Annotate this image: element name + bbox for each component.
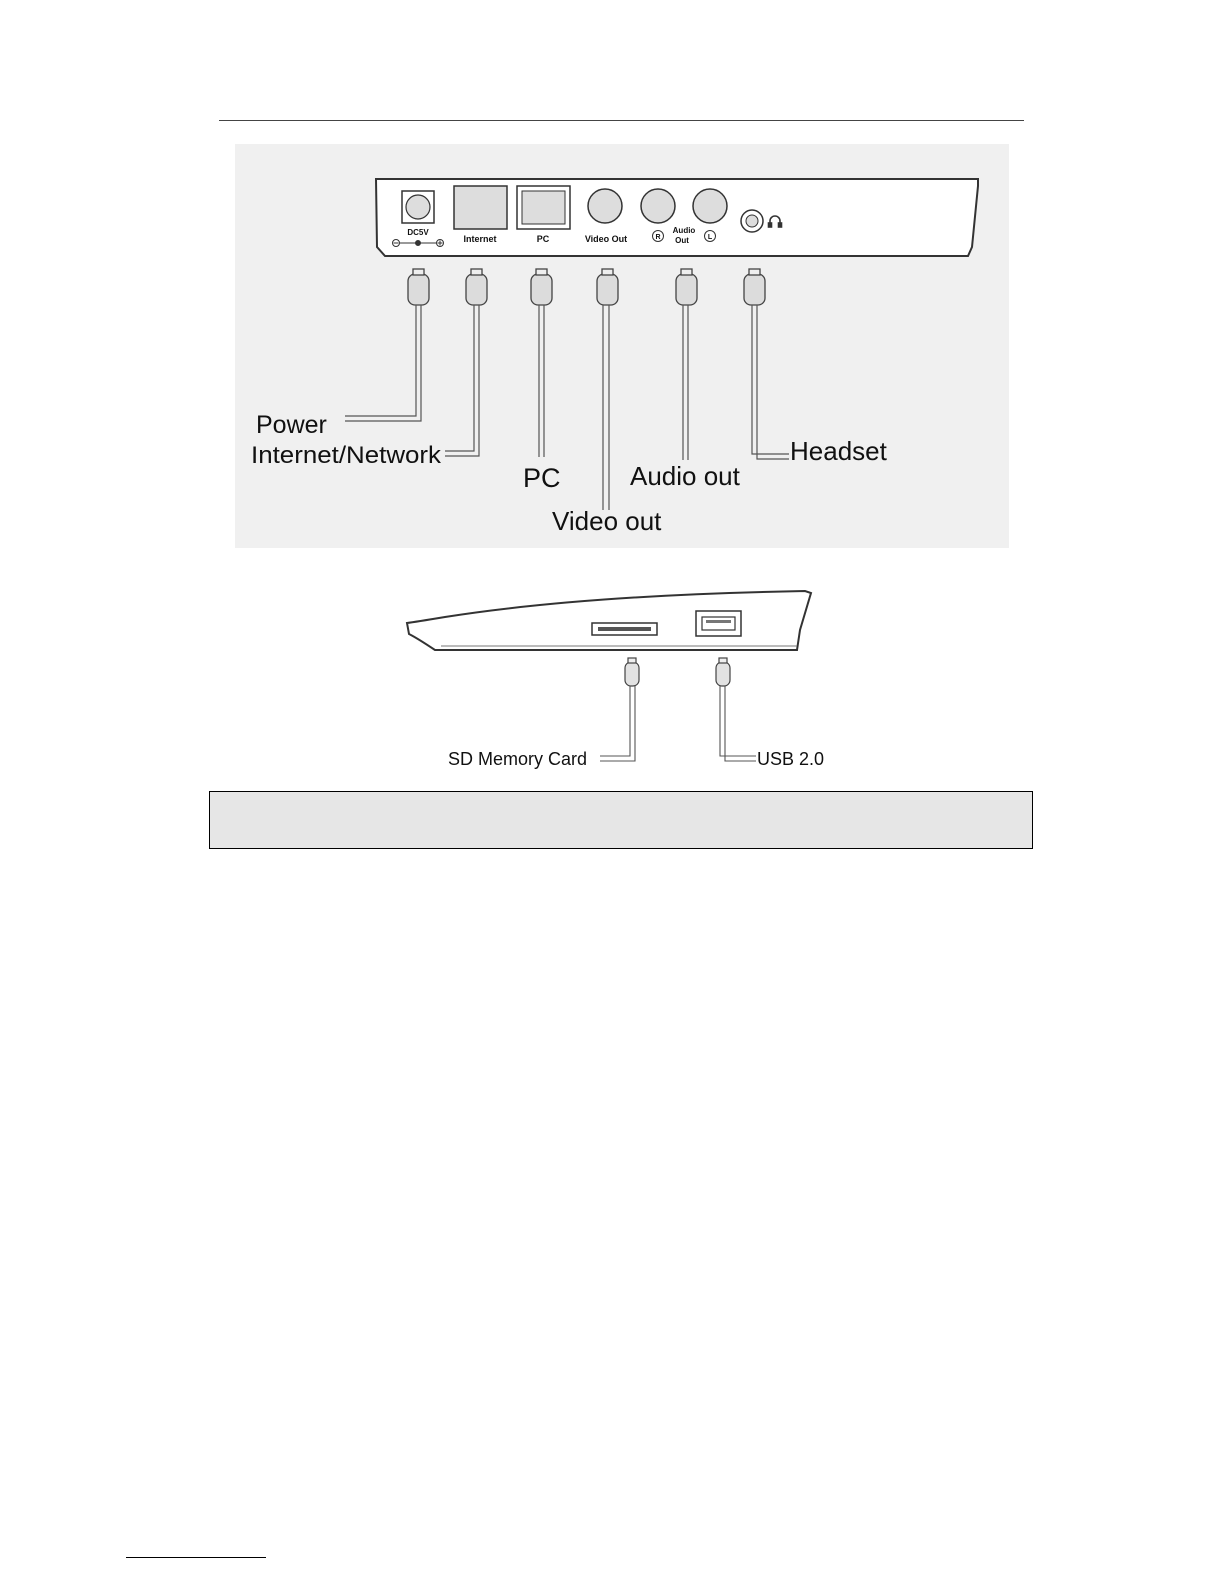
callout-internet-network: Internet/Network — [251, 442, 443, 469]
callout-usb: USB 2.0 — [757, 749, 825, 769]
audio-l-label: L — [707, 234, 713, 241]
header-rule — [219, 120, 1024, 121]
callout-power: Power — [256, 411, 327, 439]
audio-r-label: R — [655, 234, 661, 241]
device-side-profile — [407, 591, 811, 650]
callout-video-out: Video out — [552, 506, 662, 536]
rear-panel-figure — [235, 144, 1009, 548]
video-out-jack — [588, 189, 622, 223]
internet-port — [454, 186, 507, 229]
plug-video — [597, 269, 618, 305]
note-box — [209, 791, 1033, 849]
side-panel-diagram — [405, 580, 829, 776]
video-out-port-label: Video Out — [584, 234, 628, 244]
audio-l-jack — [693, 189, 727, 223]
cable-plugs — [408, 269, 765, 305]
plug-usb — [716, 658, 730, 686]
plug-audio — [676, 269, 697, 305]
footnote-rule — [126, 1557, 266, 1558]
side-cable-plugs — [625, 658, 730, 686]
callout-pc: PC — [523, 463, 561, 493]
callout-audio-out: Audio out — [630, 461, 740, 491]
plug-internet — [466, 269, 487, 305]
pc-port-label: PC — [536, 234, 550, 244]
internet-port-label: Internet — [463, 234, 497, 244]
plug-power — [408, 269, 429, 305]
audio-out-label-2: Out — [675, 236, 689, 245]
audio-out-label-1: Audio — [672, 226, 696, 235]
rear-panel-diagram — [235, 144, 1009, 548]
side-panel-figure — [405, 580, 829, 776]
plug-pc — [531, 269, 552, 305]
plug-headset — [744, 269, 765, 305]
plug-sd — [625, 658, 639, 686]
side-leader-lines — [600, 686, 756, 761]
dc5v-label: DC5V — [407, 228, 429, 237]
callout-headset: Headset — [790, 436, 887, 466]
callout-sd-memory-card: SD Memory Card — [448, 749, 588, 769]
audio-r-jack — [641, 189, 675, 223]
